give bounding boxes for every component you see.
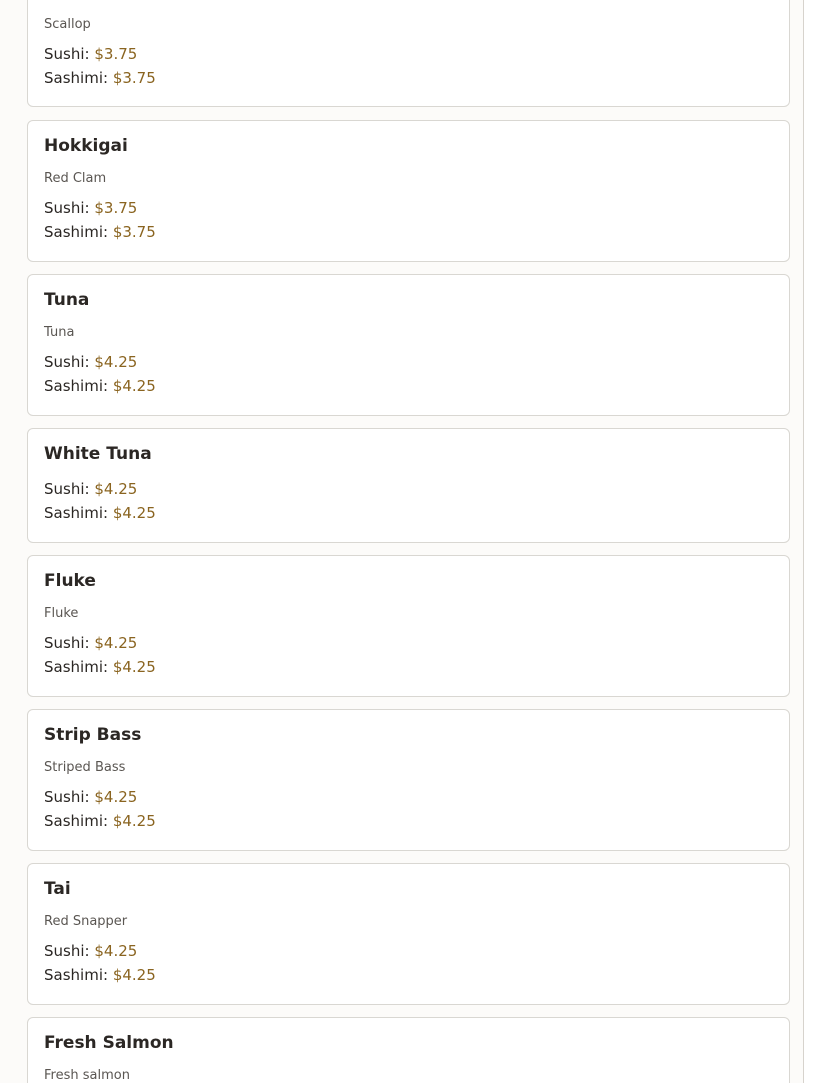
sushi-label: Sushi:: [44, 942, 90, 960]
sushi-label: Sushi:: [44, 353, 90, 371]
sushi-price-row: [44, 634, 137, 652]
sashimi-label: Sashimi:: [44, 223, 109, 241]
menu-item-card: [27, 1017, 790, 1083]
sushi-price: $4.25: [94, 480, 138, 498]
sushi-price-row: [44, 788, 137, 806]
menu-item-card: [27, 863, 790, 1005]
sashimi-price: $4.25: [112, 504, 156, 522]
sashimi-price: $3.75: [112, 69, 156, 87]
menu-item-card: [27, 274, 790, 416]
sushi-price-row: [44, 353, 137, 371]
sushi-price-row: [44, 45, 137, 63]
sushi-price: $4.25: [94, 788, 138, 806]
sushi-label: Sushi:: [44, 199, 90, 217]
sushi-price: $4.25: [94, 942, 138, 960]
sashimi-price: $4.25: [112, 658, 156, 676]
sashimi-price: $4.25: [112, 966, 156, 984]
sashimi-price-row: [44, 966, 156, 984]
sushi-price-row: [44, 480, 137, 498]
item-subtitle: Fluke: [44, 606, 79, 621]
sushi-label: Sushi:: [44, 480, 90, 498]
item-name: Tai: [44, 879, 71, 899]
sashimi-price: $4.25: [112, 812, 156, 830]
sashimi-price-row: [44, 504, 156, 522]
sushi-price: $4.25: [94, 353, 138, 371]
sashimi-price: $4.25: [112, 377, 156, 395]
item-subtitle: Scallop: [44, 17, 91, 32]
sushi-label: Sushi:: [44, 634, 90, 652]
sashimi-price: $3.75: [112, 223, 156, 241]
sashimi-price-row: [44, 658, 156, 676]
sashimi-label: Sashimi:: [44, 812, 109, 830]
item-name: Fluke: [44, 571, 96, 591]
sashimi-price-row: [44, 69, 156, 87]
menu-item-card: [27, 0, 790, 107]
item-name: Fresh Salmon: [44, 1033, 174, 1053]
sushi-price: $3.75: [94, 45, 138, 63]
sushi-price: $3.75: [94, 199, 138, 217]
menu-item-card: [27, 120, 790, 262]
sushi-label: Sushi:: [44, 45, 90, 63]
sashimi-price-row: [44, 223, 156, 241]
menu-item-card: [27, 428, 790, 543]
item-name: Hokkigai: [44, 136, 128, 156]
menu-item-card: [27, 555, 790, 697]
sushi-price-row: [44, 942, 137, 960]
sashimi-label: Sashimi:: [44, 658, 109, 676]
item-name: Tuna: [44, 290, 90, 310]
sushi-price: $4.25: [94, 634, 138, 652]
sashimi-price-row: [44, 377, 156, 395]
sushi-label: Sushi:: [44, 788, 90, 806]
sushi-price-row: [44, 199, 137, 217]
sashimi-label: Sashimi:: [44, 504, 109, 522]
item-subtitle: Tuna: [44, 325, 75, 340]
item-subtitle: Striped Bass: [44, 760, 126, 775]
item-name: Strip Bass: [44, 725, 142, 745]
item-subtitle: Fresh salmon: [44, 1068, 130, 1083]
sashimi-price-row: [44, 812, 156, 830]
sashimi-label: Sashimi:: [44, 69, 109, 87]
item-subtitle: Red Snapper: [44, 914, 128, 929]
menu-item-card: [27, 709, 790, 851]
sashimi-label: Sashimi:: [44, 966, 109, 984]
sashimi-label: Sashimi:: [44, 377, 109, 395]
item-name: White Tuna: [44, 444, 152, 464]
item-subtitle: Red Clam: [44, 171, 107, 186]
